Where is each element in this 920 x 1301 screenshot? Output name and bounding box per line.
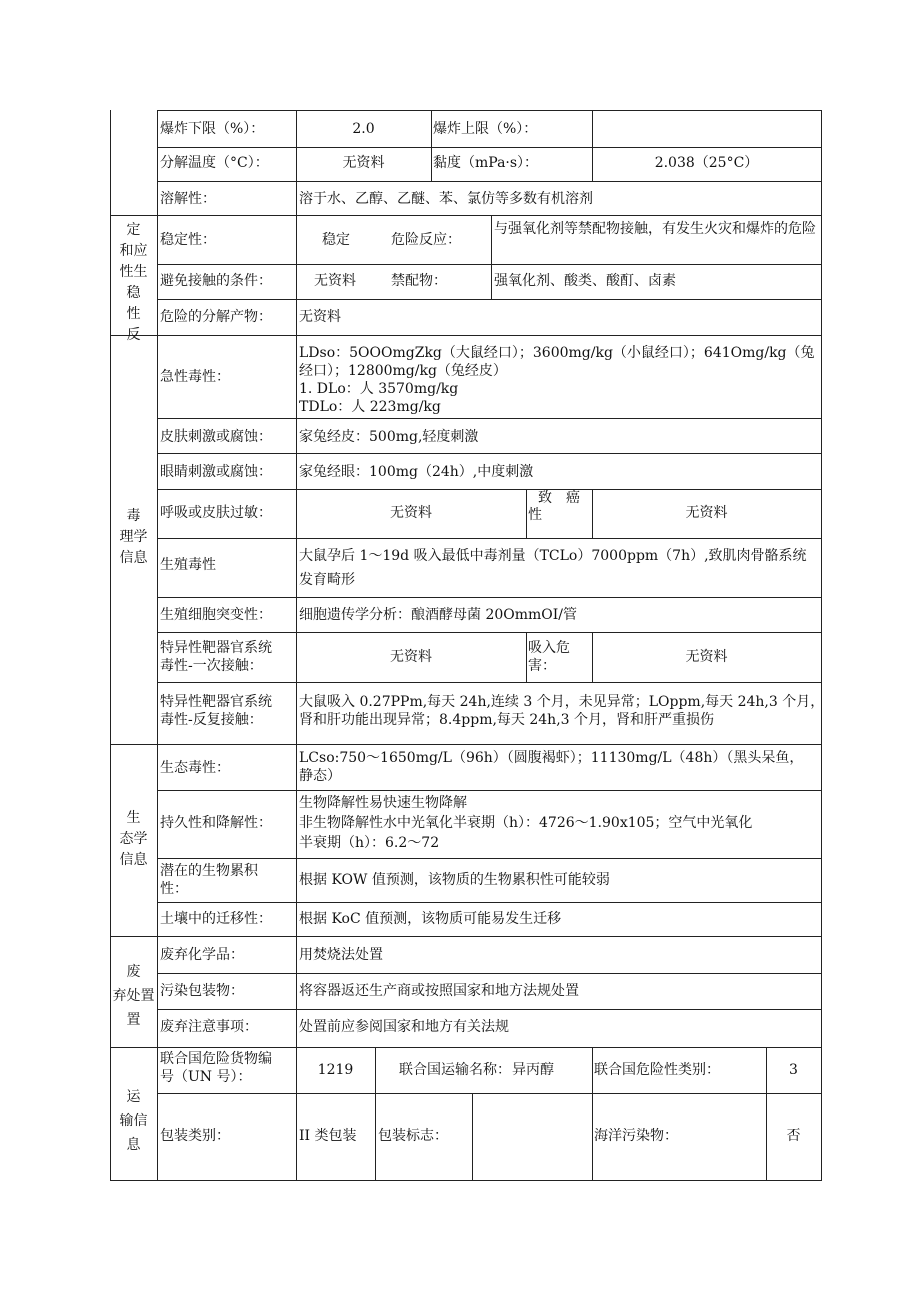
stot-single-exposure-value: 无资料	[390, 649, 432, 665]
soil-mobility-value: 根据 KoC 值预测，该物质可能易发生迁移	[299, 911, 562, 927]
safety-data-table	[110, 110, 825, 1181]
skin-irritation-label: 皮肤刺激或腐蚀：	[160, 429, 272, 445]
stot-repeated-exposure-label: 特异性靶器官系统 毒性-反复接触：	[160, 694, 272, 728]
cell-divider	[431, 110, 432, 181]
row-divider	[157, 858, 822, 859]
acute-toxicity-label: 急性毒性：	[160, 369, 230, 385]
waste-chemical-value: 用焚烧法处置	[299, 947, 383, 963]
row-divider	[157, 453, 822, 454]
carcinogenicity-value: 无资料	[685, 505, 728, 521]
row-divider	[157, 299, 822, 300]
row-divider	[157, 418, 822, 419]
hazardous-reaction-value: 与强氧化剂等禁配物接触，有发生火灾和爆炸的危险	[494, 221, 816, 237]
soil-mobility-label: 土壤中的迁移性：	[160, 911, 272, 927]
row-divider	[157, 264, 822, 265]
table-border-right	[821, 110, 822, 1181]
viscosity-label: 黏度（mPa·s）：	[433, 155, 539, 171]
decomposition-products-label: 危险的分解产物：	[160, 309, 272, 325]
solubility-value: 溶于水、乙醇、乙醚、苯、氯仿等多数有机溶剂	[299, 191, 593, 207]
disposal-notes-value: 处置前应参阅国家和地方有关法规	[299, 1019, 509, 1035]
contaminated-packaging-value: 将容器返还生产商或按照国家和地方法规处置	[299, 983, 579, 999]
decomposition-products-value: 无资料	[299, 309, 341, 325]
bioaccumulation-value: 根据 KOW 值预测，该物质的生物累积性可能较弱	[299, 872, 610, 888]
cell-divider	[472, 1093, 473, 1181]
reproductive-toxicity-label: 生殖毒性	[160, 557, 216, 573]
eye-irritation-label: 眼睛刺激或腐蚀：	[160, 464, 272, 480]
un-number-label: 联合国危险货物编 号（UN 号）：	[160, 1051, 272, 1085]
row-divider	[157, 147, 822, 148]
sensitization-label: 呼吸或皮肤过敏：	[160, 505, 272, 521]
aspiration-hazard-value: 无资料	[685, 649, 728, 665]
section-column-divider	[157, 110, 158, 1181]
lower-explosive-limit-label: 爆炸下限（%）：	[160, 121, 265, 137]
decomposition-temperature-label: 分解温度（°C）：	[160, 155, 269, 171]
cell-divider	[526, 489, 527, 538]
contaminated-packaging-label: 污染包装物：	[160, 983, 244, 999]
carcinogenicity-label: 致 癌 性	[528, 490, 580, 523]
section-title-disposal: 废 弃处置 置	[112, 964, 155, 1028]
packing-group-label: 包装类别：	[160, 1128, 230, 1144]
germ-cell-mutagenicity-value: 细胞遗传学分析：酿酒酵母菌 20OmmOI/管	[299, 607, 578, 623]
section-divider	[110, 936, 822, 937]
cell-divider	[592, 1047, 593, 1181]
section-divider	[110, 1047, 822, 1048]
aspiration-hazard-label: 吸入危 害：	[528, 640, 570, 674]
marine-pollutant-label: 海洋污染物：	[594, 1128, 678, 1144]
stability-value: 稳定	[322, 232, 350, 248]
bioaccumulation-label: 潜在的生物累积 性：	[160, 863, 258, 897]
persistence-value: 生物降解性易快速生物降解 非生物降解性水中光氧化半衰期（h）：4726～1.90x105；空气中光氧化 半衰期（h）：6.2～72	[299, 795, 753, 851]
table-border-bottom	[110, 1180, 822, 1181]
section-divider	[110, 335, 822, 336]
lower-explosive-limit-value: 2.0	[352, 121, 375, 137]
conditions-to-avoid-value: 无资料	[314, 273, 356, 289]
eye-irritation-value: 家兔经眼：100mg（24h）,中度刺激	[299, 464, 534, 480]
section-divider	[110, 215, 822, 216]
waste-chemical-label: 废弃化学品：	[160, 947, 244, 963]
incompatible-materials-label: 禁配物：	[391, 273, 447, 289]
row-divider	[157, 489, 822, 490]
sensitization-value: 无资料	[390, 505, 432, 521]
row-divider	[157, 632, 822, 633]
row-divider	[157, 538, 822, 539]
un-number-value: 1219	[317, 1062, 354, 1078]
conditions-to-avoid-label: 避免接触的条件：	[160, 273, 272, 289]
reproductive-toxicity-value: 大鼠孕后 1～19d 吸入最低中毒剂量（TCLo）7000ppm（7h）,致肌肉骨骼系统 发育畸形	[299, 548, 807, 588]
cell-divider	[491, 215, 492, 299]
row-divider	[157, 790, 822, 791]
packaging-mark-label: 包装标志：	[378, 1128, 448, 1144]
row-divider	[157, 1009, 822, 1010]
section-title-transport: 运 输信 息	[119, 1089, 148, 1153]
un-shipping-name-label: 联合国运输名称：	[399, 1062, 511, 1078]
row-divider	[157, 973, 822, 974]
skin-irritation-value: 家兔经皮：500mg,轻度刺激	[299, 429, 479, 445]
disposal-notes-label: 废弃注意事项：	[160, 1019, 258, 1035]
cell-divider	[375, 1047, 376, 1181]
un-shipping-name-value: 异丙醇	[512, 1062, 554, 1078]
solubility-label: 溶解性：	[160, 191, 216, 207]
ecotoxicity-label: 生态毒性：	[160, 760, 230, 776]
label-column-divider	[296, 110, 297, 1181]
row-divider	[157, 597, 822, 598]
section-title-toxicology: 毒 理学 信息	[119, 508, 148, 566]
packing-group-value: II 类包装	[299, 1128, 357, 1144]
table-border-top	[157, 110, 822, 111]
row-divider	[157, 682, 822, 683]
row-divider	[157, 1093, 822, 1094]
section-title-stability: 定 和应 性生 稳 性 反	[119, 222, 148, 343]
ecotoxicity-value: LCso:750～1650mg/L（96h）（圆腹褐虾）；11130mg/L（48h）（黑头呆鱼， 静态）	[299, 750, 804, 784]
viscosity-value: 2.038（25°C）	[654, 155, 759, 171]
decomposition-temperature-value: 无资料	[342, 155, 385, 171]
incompatible-materials-value: 强氧化剂、酸类、酸酊、卤素	[494, 273, 676, 289]
un-hazard-class-label: 联合国危险性类别：	[594, 1062, 720, 1078]
upper-explosive-limit-label: 爆炸上限（%）：	[433, 121, 538, 137]
section-divider	[110, 744, 822, 745]
row-divider	[157, 181, 822, 182]
stot-repeated-exposure-value: 大鼠吸入 0.27PPm,每天 24h,连续 3 个月，未见异常；LOppm,每天 24h,3 个月， 肾和肝功能出现异常；8.4ppm,每天 24h,3 个月，肾和肝严重损伤	[299, 694, 825, 728]
acute-toxicity-value: LDso：5OOOmgZkg（大鼠经口）；3600mg/kg（小鼠经口）；641Omg/kg（兔 经口）；12800mg/kg（兔经皮） 1. DLo：人 3570mg/kg TDLo：人 223mg/kg	[299, 345, 815, 415]
cell-divider	[526, 632, 527, 682]
stot-single-exposure-label: 特异性靶器官系统 毒性-一次接触：	[160, 640, 272, 674]
persistence-label: 持久性和降解性：	[160, 815, 272, 831]
germ-cell-mutagenicity-label: 生殖细胞突变性：	[160, 607, 272, 623]
stability-label: 稳定性：	[160, 232, 216, 248]
section-title-ecology: 生 态学 信息	[119, 810, 148, 868]
un-hazard-class-value: 3	[789, 1062, 798, 1078]
row-divider	[157, 902, 822, 903]
marine-pollutant-value: 否	[786, 1128, 801, 1144]
hazardous-reaction-label: 危险反应：	[391, 232, 461, 248]
